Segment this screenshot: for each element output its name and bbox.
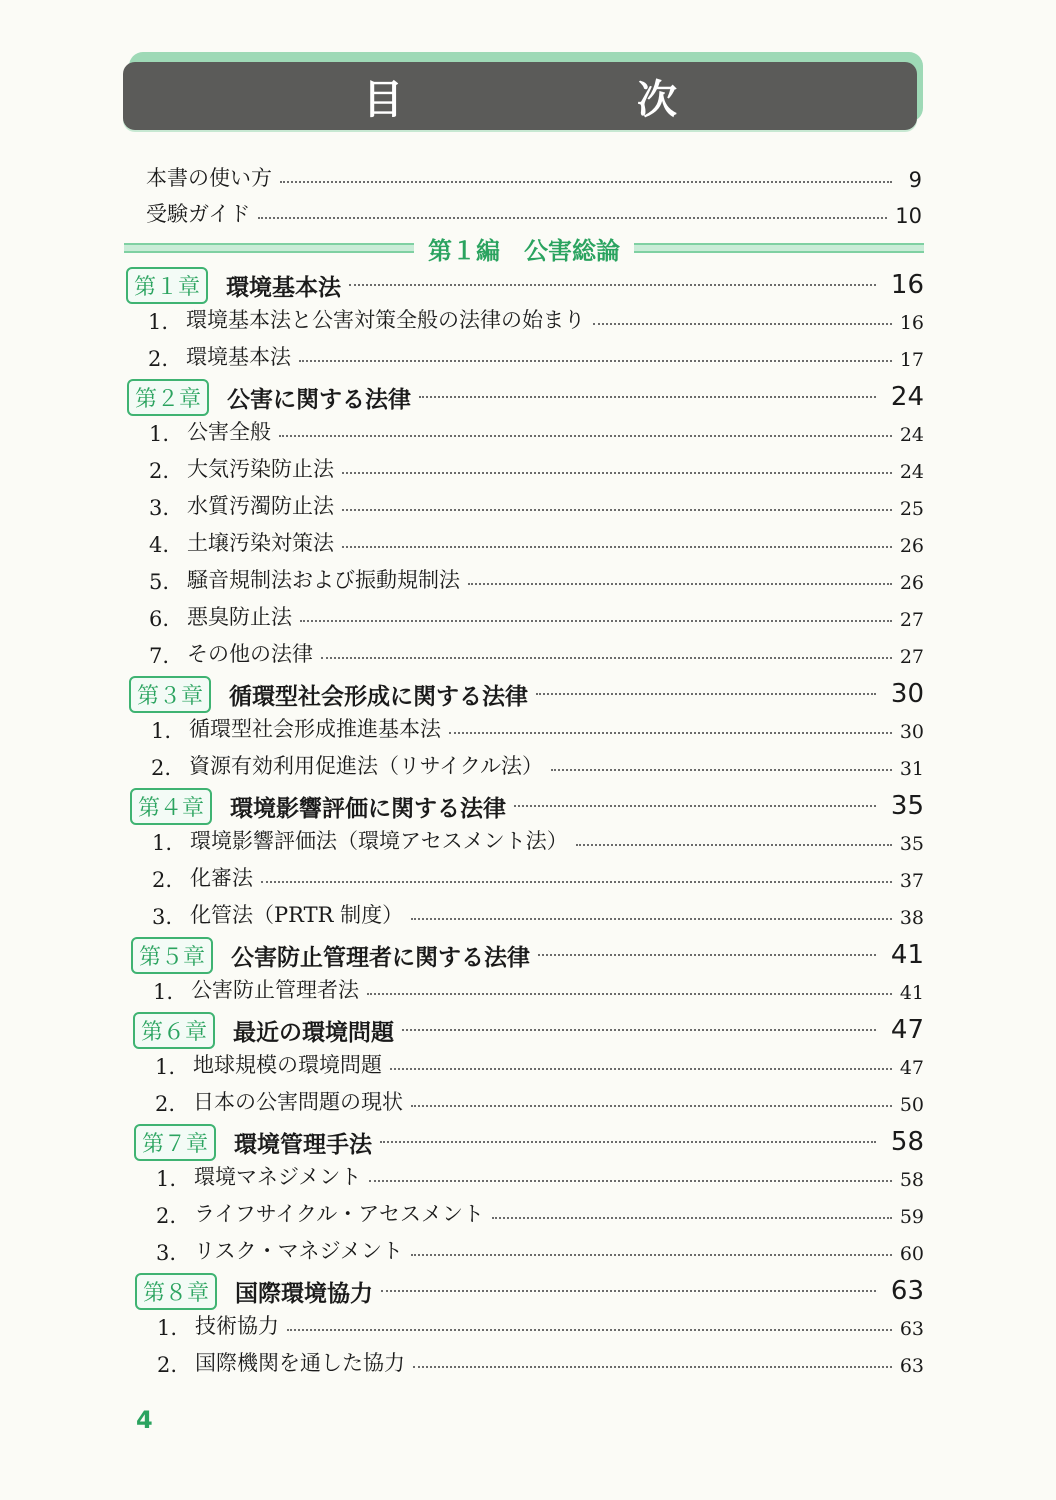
section-page-ref: 24 [899, 424, 924, 446]
section-index: 2. [157, 1353, 178, 1377]
section-page-ref: 38 [899, 907, 924, 929]
section-title: 環境基本法と公害対策全般の法律の始まり [186, 308, 585, 332]
section-entry[interactable] [149, 599, 924, 631]
leader-dots [593, 323, 892, 325]
section-title: 環境マネジメント [194, 1165, 362, 1189]
chapter-title: 公害防止管理者に関する法律 [231, 944, 531, 971]
section-page-ref: 41 [899, 982, 924, 1004]
part-rule-right [634, 243, 924, 253]
title-banner [123, 52, 923, 132]
chapter-entry[interactable] [134, 1123, 924, 1161]
part-rule-left [124, 243, 414, 253]
section-index: 2. [151, 756, 172, 780]
leader-dots [342, 472, 892, 474]
section-index: 1. [152, 831, 173, 855]
chapter-badge: 第１章 [126, 267, 208, 304]
section-title: 公害防止管理者法 [191, 978, 359, 1002]
leader-dots [380, 1141, 876, 1143]
intro-label: 受験ガイド [146, 202, 251, 226]
section-page-ref: 26 [899, 572, 924, 594]
section-title: 国際機関を通した協力 [195, 1351, 405, 1375]
chapter-badge: 第３章 [129, 676, 211, 713]
section-entry[interactable] [149, 525, 924, 557]
chapter-badge: 第４章 [130, 788, 212, 825]
chapter-title: 国際環境協力 [235, 1280, 374, 1307]
chapter-page-ref: 58 [890, 1127, 924, 1157]
leader-dots [349, 284, 876, 286]
section-index: 1. [149, 422, 170, 446]
section-index: 2. [156, 1204, 177, 1228]
leader-dots [413, 1366, 892, 1368]
leader-dots [258, 217, 887, 219]
chapter-title: 公害に関する法律 [227, 386, 412, 413]
leader-dots [321, 657, 892, 659]
leader-dots [551, 769, 892, 771]
leader-dots [299, 360, 892, 362]
section-title: ライフサイクル・アセスメント [194, 1202, 485, 1226]
leader-dots [411, 1105, 892, 1107]
leader-dots [514, 805, 876, 807]
chapter-page-ref: 24 [890, 382, 924, 412]
chapter-badge: 第７章 [134, 1124, 216, 1161]
section-title: 技術協力 [195, 1314, 279, 1338]
chapter-entry[interactable] [133, 1011, 924, 1049]
section-title: リスク・マネジメント [194, 1239, 403, 1263]
section-index: 2. [149, 459, 170, 483]
section-page-ref: 27 [899, 609, 924, 631]
chapter-entry[interactable] [129, 675, 924, 713]
section-page-ref: 58 [899, 1169, 924, 1191]
section-title: その他の法律 [187, 642, 313, 666]
section-index: 2. [152, 868, 173, 892]
section-title: 水質汚濁防止法 [187, 494, 334, 518]
section-entry[interactable] [152, 897, 924, 929]
section-index: 5. [149, 570, 170, 594]
chapter-entry[interactable] [127, 378, 924, 416]
chapter-entry[interactable] [131, 936, 924, 974]
section-page-ref: 37 [899, 870, 924, 892]
section-entry[interactable] [156, 1159, 924, 1191]
chapter-badge: 第６章 [133, 1012, 215, 1049]
leader-dots [492, 1217, 892, 1219]
section-index: 1. [155, 1055, 176, 1079]
leader-dots [287, 1329, 892, 1331]
leader-dots [342, 546, 892, 548]
leader-dots [576, 844, 892, 846]
leader-dots [367, 993, 892, 995]
chapter-page-ref: 16 [890, 270, 924, 300]
leader-dots [538, 954, 876, 956]
chapter-entry[interactable] [130, 787, 924, 825]
leader-dots [419, 396, 876, 398]
chapter-entry[interactable] [126, 266, 924, 304]
section-title: 資源有効利用促進法（リサイクル法） [189, 754, 544, 778]
section-entry[interactable] [151, 711, 924, 743]
leader-dots [390, 1068, 892, 1070]
section-index: 3. [156, 1241, 177, 1265]
leader-dots [342, 509, 892, 511]
section-page-ref: 17 [899, 349, 924, 371]
section-page-ref: 35 [899, 833, 924, 855]
section-index: 1. [148, 310, 169, 334]
chapter-title: 最近の環境問題 [233, 1019, 395, 1046]
section-entry[interactable] [157, 1345, 924, 1377]
section-page-ref: 50 [899, 1094, 924, 1116]
leader-dots [279, 435, 892, 437]
section-title: 化審法 [190, 866, 253, 890]
section-page-ref: 24 [899, 461, 924, 483]
section-title: 日本の公害問題の現状 [193, 1090, 403, 1114]
leader-dots [449, 732, 892, 734]
banner-bar [123, 62, 917, 130]
section-entry[interactable] [149, 562, 924, 594]
chapter-title: 環境管理手法 [234, 1131, 373, 1158]
chapter-title: 環境基本法 [226, 274, 342, 301]
part-heading [124, 228, 924, 268]
section-title: 土壌汚染対策法 [187, 531, 334, 555]
intro-entry[interactable] [146, 160, 922, 192]
section-entry[interactable] [149, 451, 924, 483]
section-title: 大気汚染防止法 [187, 457, 334, 481]
page-title: 目 次 [363, 76, 787, 123]
chapter-page-ref: 30 [890, 679, 924, 709]
chapter-entry[interactable] [135, 1272, 924, 1310]
section-title: 化管法（PRTR 制度） [190, 903, 404, 927]
chapter-page-ref: 47 [890, 1015, 924, 1045]
section-index: 4. [149, 533, 170, 557]
section-entry[interactable] [149, 414, 924, 446]
section-entry[interactable] [148, 339, 924, 371]
section-entry[interactable] [156, 1196, 924, 1228]
section-page-ref: 60 [899, 1243, 924, 1265]
leader-dots [468, 583, 892, 585]
section-page-ref: 63 [899, 1355, 924, 1377]
leader-dots [381, 1290, 876, 1292]
section-index: 2. [148, 347, 169, 371]
section-entry[interactable] [152, 823, 924, 855]
section-entry[interactable] [148, 302, 924, 334]
part-title: 第１編 公害総論 [428, 236, 620, 265]
section-page-ref: 47 [899, 1057, 924, 1079]
chapter-title: 循環型社会形成に関する法律 [229, 683, 529, 710]
section-title: 公害全般 [187, 420, 271, 444]
section-page-ref: 25 [899, 498, 924, 520]
chapter-page-ref: 41 [890, 940, 924, 970]
section-index: 3. [149, 496, 170, 520]
chapter-page-ref: 35 [890, 791, 924, 821]
leader-dots [402, 1029, 876, 1031]
chapter-badge: 第２章 [127, 379, 209, 416]
leader-dots [536, 693, 876, 695]
page-ref: 10 [895, 204, 922, 228]
section-entry[interactable] [149, 488, 924, 520]
leader-dots [411, 918, 892, 920]
section-page-ref: 16 [899, 312, 924, 334]
leader-dots [280, 181, 892, 183]
intro-label: 本書の使い方 [146, 166, 272, 190]
page-ref: 9 [908, 168, 922, 192]
section-index: 1. [156, 1167, 177, 1191]
section-entry[interactable] [152, 860, 924, 892]
section-entry[interactable] [149, 636, 924, 668]
section-page-ref: 59 [899, 1206, 924, 1228]
section-index: 3. [152, 905, 173, 929]
section-title: 地球規模の環境問題 [193, 1053, 382, 1077]
section-page-ref: 63 [899, 1318, 924, 1340]
chapter-badge: 第８章 [135, 1273, 217, 1310]
section-entry[interactable] [153, 972, 924, 1004]
section-entry[interactable] [151, 748, 924, 780]
section-index: 2. [155, 1092, 176, 1116]
section-title: 環境影響評価法（環境アセスメント法） [190, 829, 568, 853]
leader-dots [369, 1180, 891, 1182]
section-entry[interactable] [155, 1084, 924, 1116]
leader-dots [411, 1254, 892, 1256]
section-index: 1. [151, 719, 172, 743]
section-page-ref: 31 [899, 758, 924, 780]
section-index: 7. [149, 644, 170, 668]
intro-entry[interactable] [146, 196, 922, 228]
page-number: 4 [136, 1406, 153, 1434]
section-title: 騒音規制法および振動規制法 [187, 568, 460, 592]
section-title: 循環型社会形成推進基本法 [189, 717, 441, 741]
chapter-badge: 第５章 [131, 937, 213, 974]
leader-dots [300, 620, 892, 622]
section-entry[interactable] [156, 1233, 924, 1265]
section-page-ref: 30 [899, 721, 924, 743]
section-entry[interactable] [157, 1308, 924, 1340]
section-page-ref: 26 [899, 535, 924, 557]
section-index: 1. [153, 980, 174, 1004]
section-index: 6. [149, 607, 170, 631]
chapter-page-ref: 63 [890, 1276, 924, 1306]
section-title: 環境基本法 [186, 345, 291, 369]
section-entry[interactable] [155, 1047, 924, 1079]
section-index: 1. [157, 1316, 178, 1340]
leader-dots [261, 881, 892, 883]
section-title: 悪臭防止法 [187, 605, 292, 629]
section-page-ref: 27 [899, 646, 924, 668]
chapter-title: 環境影響評価に関する法律 [230, 795, 507, 822]
